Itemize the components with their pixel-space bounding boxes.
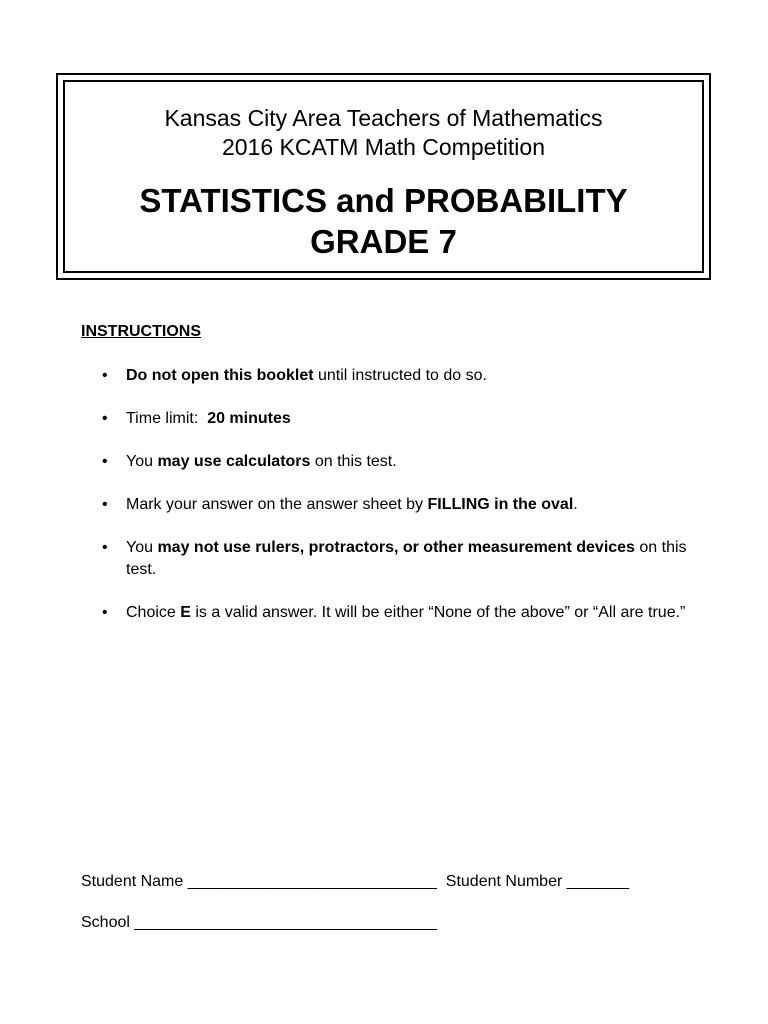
instruction-bold: FILLING in the oval xyxy=(427,496,574,513)
student-number-label: Student Number xyxy=(445,873,563,890)
bullet-icon: • xyxy=(102,604,108,621)
instruction-bold: E xyxy=(180,604,191,621)
instructions-heading: INSTRUCTIONS xyxy=(81,323,201,340)
student-name-label: Student Name xyxy=(81,873,184,890)
instruction-text: is a valid answer. It will be either “None of the above” or “All are true.” xyxy=(190,604,686,621)
instruction-item xyxy=(100,494,690,516)
student-name-row xyxy=(81,872,629,892)
school-field[interactable]: __________________________________ xyxy=(134,914,437,931)
subject-title: STATISTICS and PROBABILITY xyxy=(139,182,628,219)
instruction-text: until instructed to do so. xyxy=(313,367,487,384)
instruction-item xyxy=(100,602,690,624)
instruction-item xyxy=(100,365,690,387)
instruction-text: Choice xyxy=(126,604,181,621)
school-row xyxy=(81,913,437,933)
student-name-field[interactable]: ____________________________ xyxy=(187,873,437,890)
instruction-item xyxy=(100,408,690,430)
student-number-field[interactable]: _______ xyxy=(566,873,630,890)
title-box xyxy=(56,73,711,280)
bullet-icon: • xyxy=(102,539,108,556)
instruction-text: Mark your answer on the answer sheet by xyxy=(126,496,428,513)
instruction-item xyxy=(100,451,690,473)
instruction-bold: may not use rulers, protractors, or other measurement devices xyxy=(157,539,635,556)
instructions-list xyxy=(100,365,690,645)
instruction-text: Time limit: xyxy=(126,410,208,427)
grade-title: GRADE 7 xyxy=(310,223,457,260)
instruction-text: You xyxy=(126,539,158,556)
instruction-item xyxy=(100,537,690,581)
bullet-icon: • xyxy=(102,496,108,513)
organization-name: Kansas City Area Teachers of Mathematics xyxy=(164,105,603,131)
bullet-icon: • xyxy=(102,410,108,427)
instruction-text: on this test. xyxy=(126,539,687,578)
school-label: School xyxy=(81,914,130,931)
instruction-text: on this test. xyxy=(310,453,397,470)
instruction-bold: Do not open this booklet xyxy=(126,367,314,384)
title-box-inner xyxy=(63,80,704,273)
instruction-bold: 20 minutes xyxy=(207,410,291,427)
instruction-text: You xyxy=(126,453,158,470)
bullet-icon: • xyxy=(102,367,108,384)
instruction-bold: may use calculators xyxy=(157,453,311,470)
competition-name: 2016 KCATM Math Competition xyxy=(222,134,545,160)
bullet-icon: • xyxy=(102,453,108,470)
instruction-text: . xyxy=(573,496,578,513)
